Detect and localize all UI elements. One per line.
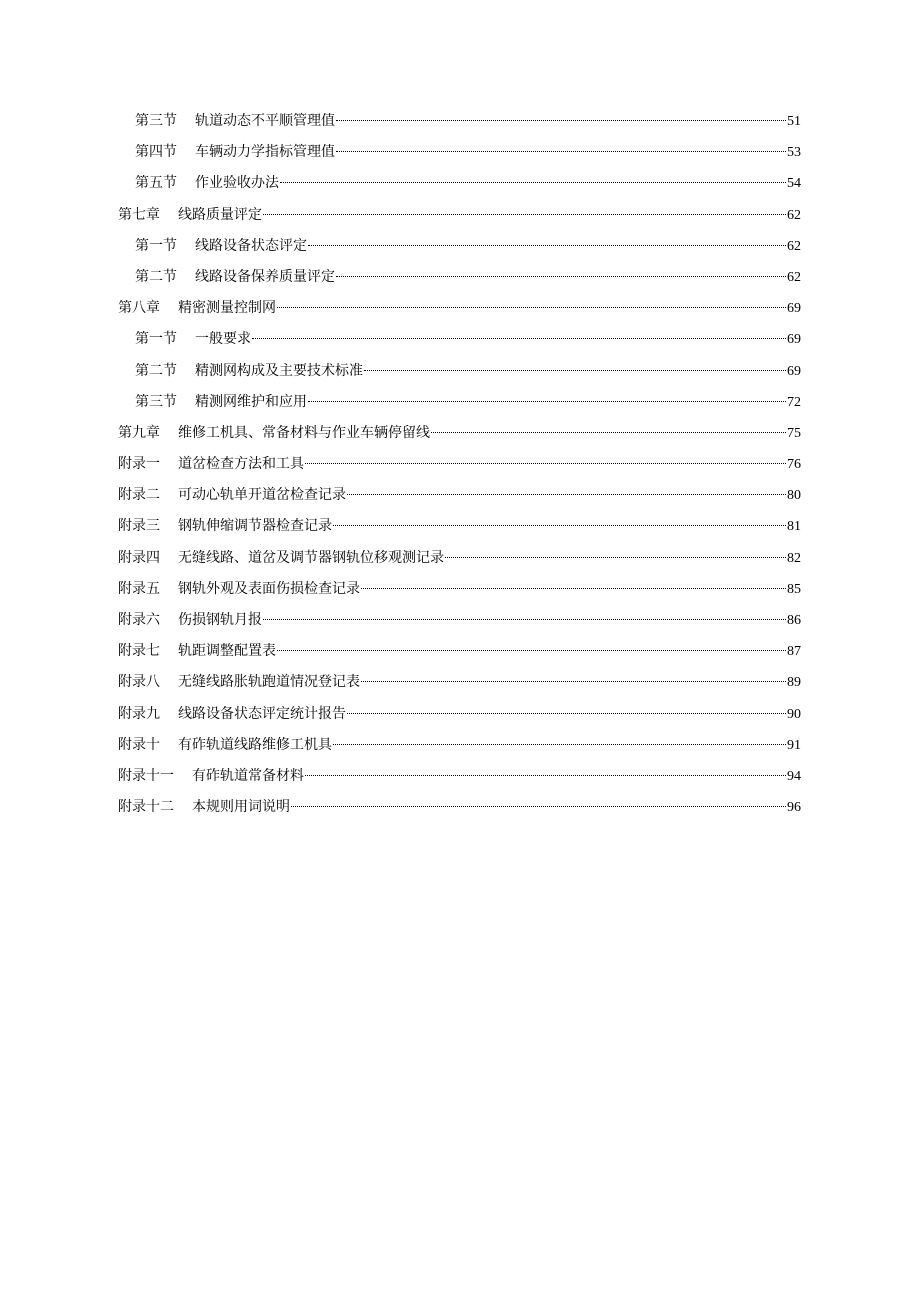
toc-entry-label: 第三节 — [135, 113, 177, 129]
toc-entry-title: 线路设备保养质量评定 — [195, 268, 335, 285]
toc-dot-leader — [305, 463, 786, 464]
toc-entry-title: 线路质量评定 — [178, 206, 262, 223]
toc-entry-label: 附录九 — [118, 705, 160, 722]
toc-chapter-entry[interactable] — [118, 792, 801, 823]
toc-entry-title: 维修工机具、常备材料与作业车辆停留线 — [178, 424, 430, 441]
toc-page-number: 51 — [787, 114, 801, 129]
toc-page-number: 69 — [787, 332, 801, 348]
toc-chapter-entry[interactable] — [118, 449, 801, 480]
toc-entry-title: 一般要求 — [195, 331, 251, 348]
toc-section-entry[interactable] — [118, 231, 801, 262]
toc-dot-leader — [263, 619, 786, 620]
toc-entry-label: 第二节 — [135, 268, 177, 285]
toc-entry-label: 附录五 — [118, 580, 160, 597]
toc-dot-leader — [361, 681, 786, 682]
toc-chapter-entry[interactable] — [118, 293, 801, 324]
toc-dot-leader — [445, 557, 786, 558]
toc-dot-leader — [305, 775, 786, 776]
toc-page-number: 76 — [787, 457, 801, 473]
toc-chapter-entry[interactable] — [118, 699, 801, 730]
toc-dot-leader — [280, 182, 786, 183]
toc-page-number: 81 — [787, 519, 801, 535]
toc-dot-leader — [277, 650, 786, 651]
toc-page-number: 53 — [787, 145, 801, 161]
toc-entry-title: 无缝线路胀轨跑道情况登记表 — [178, 674, 360, 691]
toc-entry-title: 车辆动力学指标管理值 — [195, 144, 335, 161]
toc-entry-label: 第五节 — [135, 175, 177, 192]
toc-entry-label: 第三节 — [135, 393, 177, 410]
toc-chapter-entry[interactable] — [118, 511, 801, 542]
toc-section-entry[interactable] — [118, 324, 801, 355]
toc-section-entry[interactable] — [118, 387, 801, 418]
toc-entry-label: 第四节 — [135, 144, 177, 161]
toc-page-number: 86 — [787, 613, 801, 628]
toc-page-number: 80 — [787, 488, 801, 504]
toc-entry-title: 线路设备状态评定 — [195, 237, 307, 254]
toc-chapter-entry[interactable] — [118, 636, 801, 667]
toc-section-entry[interactable] — [118, 262, 801, 293]
toc-section-entry[interactable] — [118, 106, 801, 137]
toc-dot-leader — [364, 370, 786, 371]
toc-entry-label: 附录十二 — [118, 799, 174, 816]
toc-chapter-entry[interactable] — [118, 574, 801, 605]
toc-page-number: 91 — [787, 737, 801, 753]
toc-entry-title: 精测网维护和应用 — [195, 393, 307, 410]
toc-entry-title: 本规则用词说明 — [192, 799, 290, 816]
toc-dot-leader — [336, 151, 786, 152]
toc-entry-label: 附录十 — [118, 736, 160, 753]
toc-entry-label: 附录二 — [118, 487, 160, 504]
toc-entry-title: 钢轨伸缩调节器检查记录 — [178, 518, 332, 535]
toc-entry-title: 可动心轨单开道岔检查记录 — [178, 487, 346, 504]
toc-chapter-entry[interactable] — [118, 543, 801, 574]
table-of-contents — [118, 106, 801, 823]
toc-chapter-entry[interactable] — [118, 418, 801, 449]
toc-entry-label: 附录八 — [118, 674, 160, 691]
toc-chapter-entry[interactable] — [118, 200, 801, 231]
toc-dot-leader — [336, 120, 786, 121]
toc-dot-leader — [333, 525, 786, 526]
toc-dot-leader — [431, 432, 786, 433]
toc-entry-label: 附录四 — [118, 549, 160, 566]
toc-entry-title: 作业验收办法 — [195, 175, 279, 192]
toc-dot-leader — [308, 401, 786, 402]
toc-page-number: 87 — [787, 644, 801, 660]
toc-entry-title: 轨道动态不平顺管理值 — [195, 113, 335, 129]
toc-entry-title: 轨距调整配置表 — [178, 643, 276, 660]
toc-entry-label: 附录六 — [118, 612, 160, 628]
toc-dot-leader — [308, 245, 786, 246]
toc-entry-label: 第一节 — [135, 237, 177, 254]
toc-page-number: 62 — [787, 269, 801, 285]
toc-entry-label: 第二节 — [135, 362, 177, 379]
toc-entry-title: 精测网构成及主要技术标准 — [195, 362, 363, 379]
toc-chapter-entry[interactable] — [118, 761, 801, 792]
toc-dot-leader — [347, 494, 786, 495]
toc-entry-title: 线路设备状态评定统计报告 — [178, 705, 346, 722]
toc-entry-label: 附录十一 — [118, 767, 174, 784]
toc-entry-label: 附录一 — [118, 456, 160, 473]
toc-entry-label: 附录三 — [118, 518, 160, 535]
toc-page-number: 89 — [787, 675, 801, 691]
toc-entry-label: 第一节 — [135, 331, 177, 348]
toc-page-number: 90 — [787, 706, 801, 722]
toc-page-number: 54 — [787, 176, 801, 192]
toc-dot-leader — [252, 338, 786, 339]
toc-chapter-entry[interactable] — [118, 667, 801, 698]
toc-entry-label: 第九章 — [118, 424, 160, 441]
toc-entry-title: 钢轨外观及表面伤损检查记录 — [178, 580, 360, 597]
toc-chapter-entry[interactable] — [118, 480, 801, 511]
toc-page-number: 72 — [787, 394, 801, 410]
toc-chapter-entry[interactable] — [118, 730, 801, 761]
toc-entry-title: 道岔检查方法和工具 — [178, 456, 304, 473]
toc-page-number: 96 — [787, 800, 801, 816]
toc-page-number: 82 — [787, 550, 801, 566]
toc-section-entry[interactable] — [118, 168, 801, 199]
toc-entry-title: 精密测量控制网 — [178, 300, 276, 317]
toc-page-number: 62 — [787, 207, 801, 223]
toc-dot-leader — [336, 276, 786, 277]
toc-entry-title: 有砟轨道常备材料 — [192, 767, 304, 784]
toc-page-number: 62 — [787, 238, 801, 254]
toc-dot-leader — [361, 588, 786, 589]
toc-entry-title: 有砟轨道线路维修工机具 — [178, 736, 332, 753]
toc-entry-title: 无缝线路、道岔及调节器钢轨位移观测记录 — [178, 549, 444, 566]
toc-dot-leader — [277, 307, 786, 308]
toc-entry-label: 第七章 — [118, 206, 160, 223]
toc-page-number: 69 — [787, 363, 801, 379]
toc-chapter-entry[interactable] — [118, 605, 801, 636]
toc-page-number: 75 — [787, 425, 801, 441]
toc-entry-title: 伤损钢轨月报 — [178, 612, 262, 628]
toc-page-number: 85 — [787, 581, 801, 597]
toc-entry-label: 第八章 — [118, 300, 160, 317]
toc-entry-label: 附录七 — [118, 643, 160, 660]
toc-dot-leader — [333, 744, 786, 745]
toc-dot-leader — [347, 713, 786, 714]
toc-page-number: 94 — [787, 768, 801, 784]
toc-dot-leader — [291, 806, 786, 807]
toc-section-entry[interactable] — [118, 356, 801, 387]
toc-section-entry[interactable] — [118, 137, 801, 168]
toc-page-number: 69 — [787, 301, 801, 317]
toc-dot-leader — [263, 214, 786, 215]
